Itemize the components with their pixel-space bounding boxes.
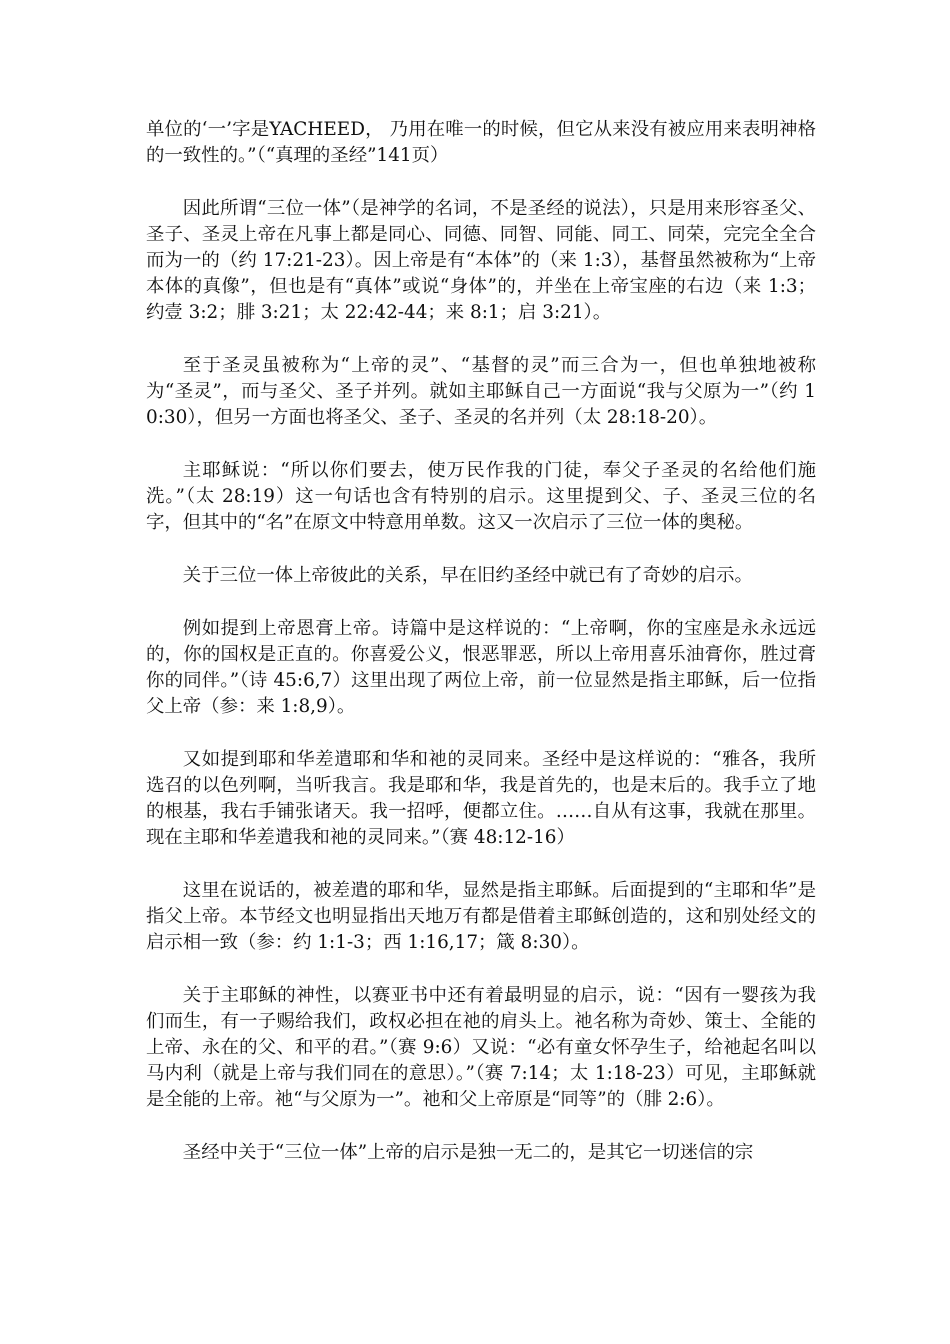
paragraph-trinity-definition: 因此所谓“三位一体”（是神学的名词，不是圣经的说法），只是用来形容圣父、圣子、圣灵上帝在凡事上都是同心、同德、同智、同能、同工、同荣，完完全全合而为一的（约 17:21-23）。因上帝是有“本体”的（来 1:3），基督虽然被称为“上帝本体的真像”，但也是有“真体”或说“身体”的，并坐在上帝宝座的右边（来 1:3；约壹 3:2；腓 3:21；太 22:42-44；来 8:1；启 3:21）。 [146, 198, 816, 323]
paragraph-sent-jehovah: 这里在说话的，被差遣的耶和华，显然是指主耶稣。后面提到的“主耶和华”是指父上帝。本节经文也明显指出天地万有都是借着主耶稣创造的，这和别处经文的启示相一致（参：约 1:1-3；西 1:16,17；箴 8:30）。 [146, 880, 816, 953]
paragraph-psalm-45: 例如提到上帝恩膏上帝。诗篇中是这样说的：“上帝啊，你的宝座是永永远远的，你的国权是正直的。你喜爱公义，恨恶罪恶，所以上帝用喜乐油膏你，胜过膏你的同伴。”（诗 45:6,7）这里出现了两位上帝，前一位显然是指主耶稣，后一位指父上帝（参：来 1:8,9）。 [146, 618, 816, 717]
paragraph-closing: 圣经中关于“三位一体”上帝的启示是独一无二的，是其它一切迷信的宗 [182, 1142, 754, 1163]
paragraph-isaiah-48: 又如提到耶和华差遣耶和华和祂的灵同来。圣经中是这样说的：“雅各，我所选召的以色列啊，当听我言。我是耶和华，我是首先的，也是末后的。我手立了地的根基，我右手铺张诸天。我一招呼，便都立住。……自从有这事，我就在那里。现在主耶和华差遣我和祂的灵同来。”（赛 48:12-16） [146, 749, 816, 848]
paragraph-isaiah-9: 关于主耶稣的神性，以赛亚书中还有着最明显的启示，说：“因有一婴孩为我们而生，有一子赐给我们，政权必担在祂的肩头上。祂名称为奇妙、策士、全能的上帝、永在的父、和平的君。”（赛 9:6）又说：“必有童女怀孕生子，给祂起名叫以马内利（就是上帝与我们同在的意思）。”（赛 7:14；太 1:18-23）可见，主耶稣就是全能的上帝。祂“与父原为一”。祂和父上帝原是“同等”的（腓 2:6）。 [146, 985, 816, 1110]
paragraph-continuation: 单位的‘一’字是YACHEED， 乃用在唯一的时候，但它从来没有被应用来表明神格的一致性的。”（“真理的圣经”141页） [146, 119, 816, 166]
paragraph-holy-spirit: 至于圣灵虽被称为“上帝的灵”、“基督的灵”而三合为一，但也单独地被称为“圣灵”，而与圣父、圣子并列。就如主耶稣自己一方面说“我与父原为一”（约 10:30），但另一方面也将圣父、圣子、圣灵的名并列（太 28:18-20）。 [146, 355, 816, 428]
paragraph-old-testament-intro: 关于三位一体上帝彼此的关系，早在旧约圣经中就已有了奇妙的启示。 [182, 565, 753, 586]
document-page [146, 117, 816, 1193]
paragraph-great-commission: 主耶稣说：“所以你们要去，使万民作我的门徒，奉父子圣灵的名给他们施洗。”（太 28:19）这一句话也含有特别的启示。这里提到父、子、圣灵三位的名字，但其中的“名”在原文中特意用单数。这又一次启示了三位一体的奥秘。 [146, 460, 816, 533]
